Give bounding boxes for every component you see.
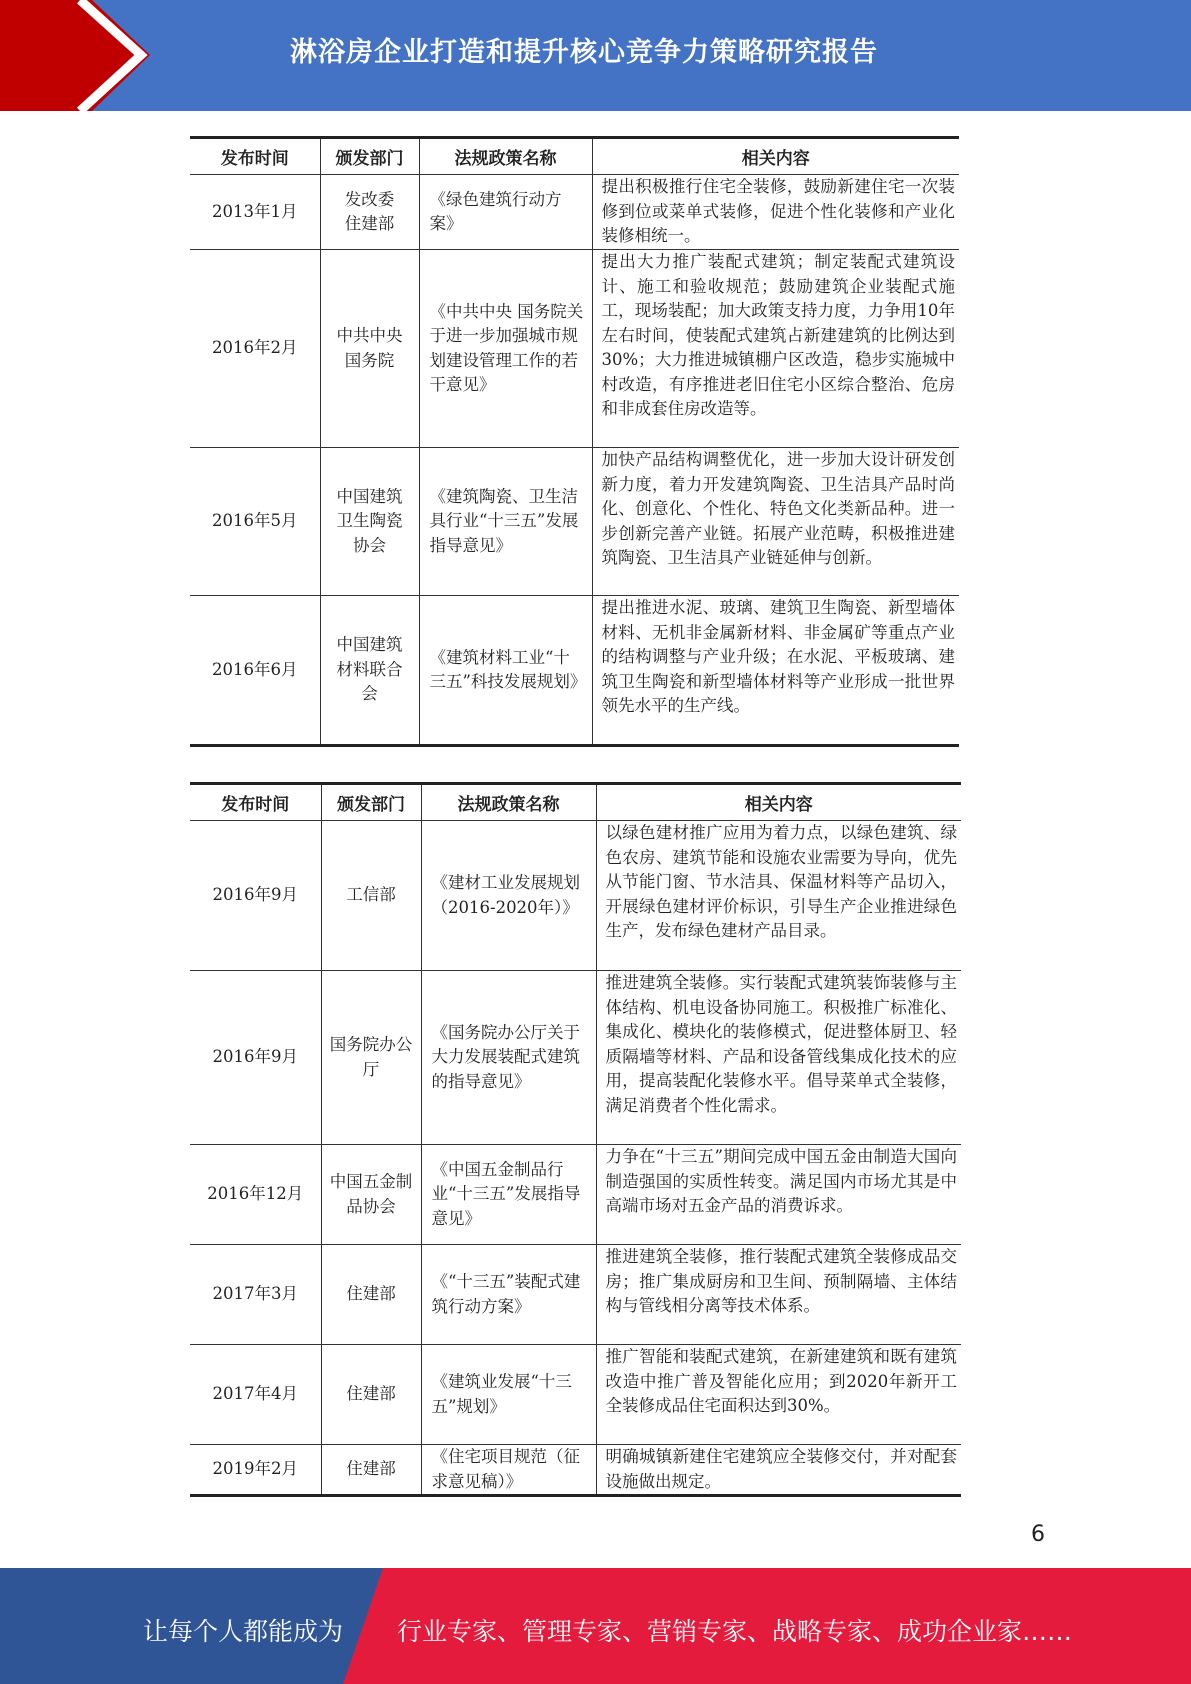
cell-policy-name: 《建筑材料工业“十三五”科技发展规划》 [419, 596, 592, 746]
cell-date: 2016年9月 [190, 821, 321, 971]
cell-date: 2019年2月 [190, 1445, 321, 1496]
footer-slogan-left: 让每个人都能成为 [143, 1617, 344, 1646]
cell-content: 以绿色建材推广应用为着力点，以绿色建筑、绿色农房、建筑节能和设施农业需要为导向，优先从节能门窗、节水洁具、保温材料等产品切入，开展绿色建材评价标识，引导生产企业推进绿色生产，发布绿色建材产品目录。 [596, 821, 961, 971]
cell-policy-name: 《住宅项目规范（征求意见稿）》 [421, 1445, 596, 1496]
cell-policy-name: 《中国五金制品行业“十三五”发展指导意见》 [421, 1145, 596, 1245]
cell-dept: 住建部 [321, 1345, 421, 1445]
table-row [190, 596, 959, 746]
cell-dept: 工信部 [321, 821, 421, 971]
footer-banner [0, 1568, 1191, 1684]
table-header-row [190, 138, 959, 175]
page-number: 6 [1031, 1522, 1045, 1547]
cell-date: 2017年3月 [190, 1245, 321, 1345]
footer-slogan-right: 行业专家、管理专家、营销专家、战略专家、成功企业家…… [397, 1617, 1073, 1646]
arrow-decoration-icon [0, 0, 160, 111]
cell-dept: 中国建筑材料联合会 [320, 596, 419, 746]
cell-policy-name: 《建筑业发展“十三五”规划》 [421, 1345, 596, 1445]
cell-dept: 中国五金制品协会 [321, 1145, 421, 1245]
cell-date: 2013年1月 [190, 175, 320, 250]
header-date: 发布时间 [190, 784, 321, 821]
cell-content: 推广智能和装配式建筑，在新建建筑和既有建筑改造中推广普及智能化应用；到2020年新开工全装修成品住宅面积达到30%。 [596, 1345, 961, 1445]
cell-content: 推进建筑全装修。实行装配式建筑装饰装修与主体结构、机电设备协同施工。积极推广标准化、集成化、模块化的装修模式，促进整体厨卫、轻质隔墙等材料、产品和设备管线集成化技术的应用，提高装配化装修水平。倡导菜单式全装修，满足消费者个性化需求。 [596, 971, 961, 1145]
cell-content: 提出积极推行住宅全装修，鼓励新建住宅一次装修到位或菜单式装修，促进个性化装修和产业化装修相统一。 [592, 175, 959, 250]
table-row [190, 821, 961, 971]
cell-content: 推进建筑全装修，推行装配式建筑全装修成品交房；推广集成厨房和卫生间、预制隔墙、主体结构与管线相分离等技术体系。 [596, 1245, 961, 1345]
cell-policy-name: 《国务院办公厅关于大力发展装配式建筑的指导意见》 [421, 971, 596, 1145]
table-row [190, 1245, 961, 1345]
table-row [190, 250, 959, 448]
table-header-row [190, 784, 961, 821]
cell-policy-name: 《中共中央 国务院关于进一步加强城市规划建设管理工作的若干意见》 [419, 250, 592, 448]
cell-date: 2016年12月 [190, 1145, 321, 1245]
cell-date: 2017年4月 [190, 1345, 321, 1445]
cell-content: 加快产品结构调整优化，进一步加大设计研发创新力度，着力开发建筑陶瓷、卫生洁具产品时尚化、创意化、个性化、特色文化类新品种。进一步创新完善产业链。拓展产业范畴，积极推进建筑陶瓷、卫生洁具产业链延伸与创新。 [592, 448, 959, 596]
cell-dept: 发改委 住建部 [320, 175, 419, 250]
cell-date: 2016年5月 [190, 448, 320, 596]
cell-dept: 住建部 [321, 1445, 421, 1496]
cell-date: 2016年9月 [190, 971, 321, 1145]
policy-table-1 [190, 136, 959, 747]
cell-dept: 中共中央 国务院 [320, 250, 419, 448]
table-row [190, 1345, 961, 1445]
cell-dept: 国务院办公厅 [321, 971, 421, 1145]
table-row [190, 448, 959, 596]
cell-date: 2016年2月 [190, 250, 320, 448]
cell-content: 明确城镇新建住宅建筑应全装修交付，并对配套设施做出规定。 [596, 1445, 961, 1496]
cell-date: 2016年6月 [190, 596, 320, 746]
cell-policy-name: 《“十三五”装配式建筑行动方案》 [421, 1245, 596, 1345]
cell-content: 力争在“十三五”期间完成中国五金由制造大国向制造强国的实质性转变。满足国内市场尤其是中高端市场对五金产品的消费诉求。 [596, 1145, 961, 1245]
table-row [190, 1145, 961, 1245]
header-dept: 颁发部门 [320, 138, 419, 175]
cell-dept: 中国建筑卫生陶瓷协会 [320, 448, 419, 596]
header-banner [0, 0, 1191, 111]
cell-dept: 住建部 [321, 1245, 421, 1345]
header-date: 发布时间 [190, 138, 320, 175]
cell-policy-name: 《绿色建筑行动方案》 [419, 175, 592, 250]
cell-content: 提出推进水泥、玻璃、建筑卫生陶瓷、新型墙体材料、无机非金属新材料、非金属矿等重点产业的结构调整与产业升级；在水泥、平板玻璃、建筑卫生陶瓷和新型墙体材料等产业形成一批世界领先水平的生产线。 [592, 596, 959, 746]
cell-content: 提出大力推广装配式建筑；制定装配式建筑设计、施工和验收规范；鼓励建筑企业装配式施工，现场装配；加大政策支持力度，力争用10年左右时间，使装配式建筑占新建建筑的比例达到30%；大力推进城镇棚户区改造，稳步实施城中村改造，有序推进老旧住宅小区综合整治、危房和非成套住房改造等。 [592, 250, 959, 448]
table-row [190, 971, 961, 1145]
report-title: 淋浴房企业打造和提升核心竞争力策略研究报告 [290, 37, 878, 68]
header-content: 相关内容 [596, 784, 961, 821]
header-policy-name: 法规政策名称 [419, 138, 592, 175]
cell-policy-name: 《建材工业发展规划（2016-2020年）》 [421, 821, 596, 971]
cell-policy-name: 《建筑陶瓷、卫生洁具行业“十三五”发展指导意见》 [419, 448, 592, 596]
policy-table-2 [190, 782, 961, 1497]
table-row [190, 1445, 961, 1496]
header-policy-name: 法规政策名称 [421, 784, 596, 821]
table-row [190, 175, 959, 250]
header-content: 相关内容 [592, 138, 959, 175]
header-dept: 颁发部门 [321, 784, 421, 821]
